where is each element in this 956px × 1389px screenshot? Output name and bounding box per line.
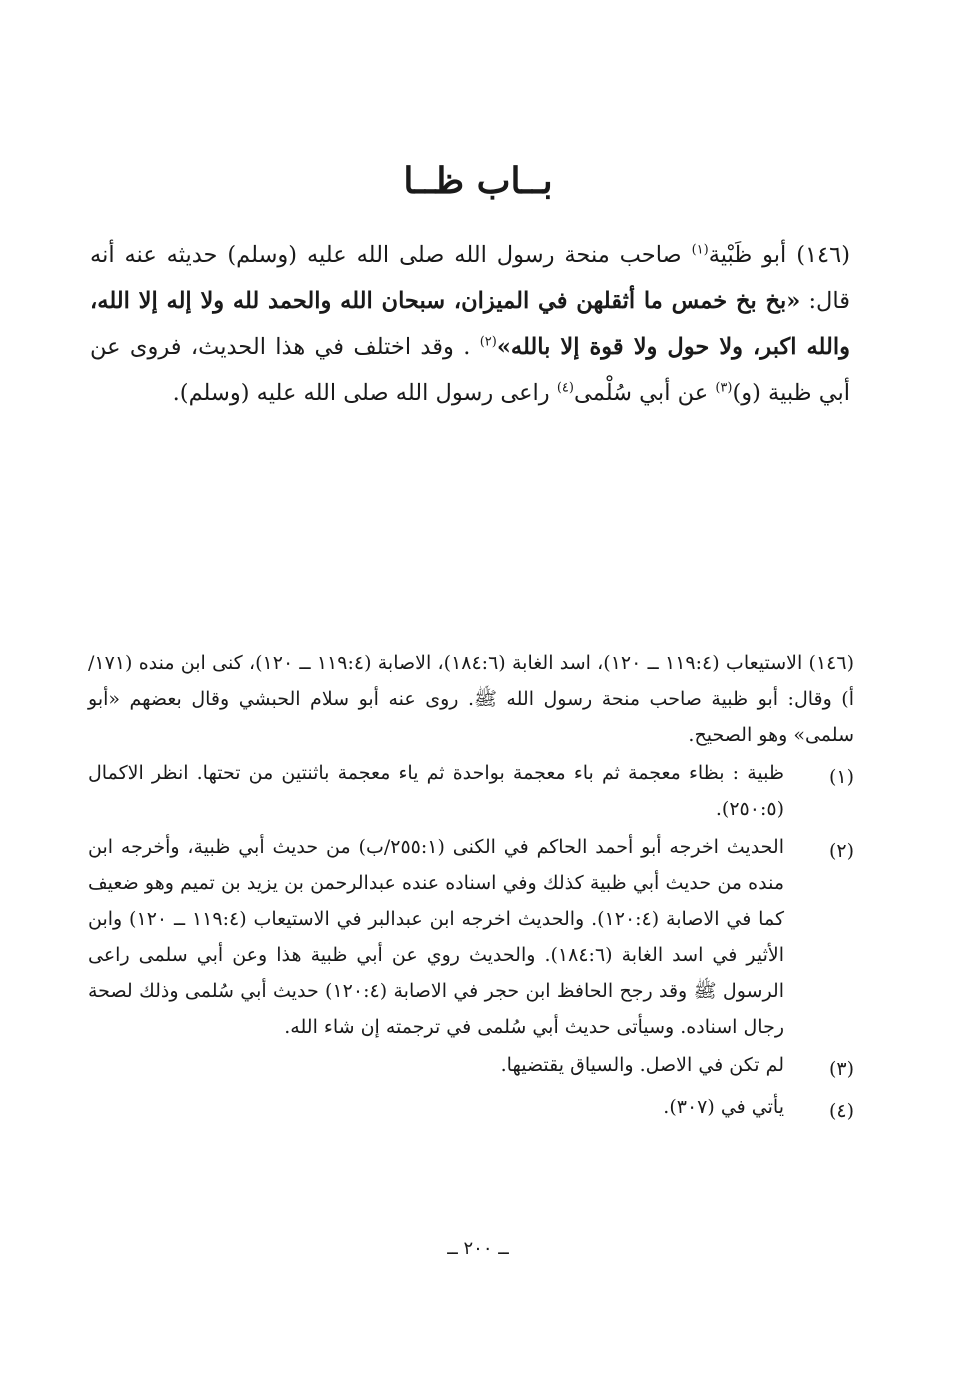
footnote-number: (٤) — [828, 1100, 854, 1122]
footnote-item — [88, 1047, 854, 1087]
main-entry — [90, 232, 850, 416]
entry-text-2: . وقد اختلف في هذا الحديث، فروى عن أبي ظبية (و) — [90, 334, 850, 406]
entry-text-1: صاحب منحة رسول الله صلى الله عليه (وسلم) حديثه عنه أنه قال: — [90, 242, 850, 314]
footnote-ref-1: (١) — [691, 242, 709, 258]
footnote-number: (١) — [828, 766, 854, 788]
footnote-item — [88, 829, 854, 1045]
footnote-text: ظبية : بظاء معجمة ثم باء معجمة بواحدة ثم ياء معجمة باثنتين من تحتها. انظر الاكمال (٢٥٠:٥). — [88, 762, 784, 820]
entry-text-3: عن أبي سُلْمى — [573, 380, 709, 406]
source-footnote: (١٤٦) الاستيعاب (١١٩:٤ ــ ١٢٠)، اسد الغابة (١٨٤:٦)، الاصابة (١١٩:٤ ــ ١٢٠)، كنى ابن منده (١٧١/أ) وقال: أبو ظبية صاحب منحة رسول الله ﷺ. روى عنه أبو سلام الحبشي وقال بعضهم «أبو سلمى» وهو الصحيح. — [88, 652, 854, 746]
footnotes-section — [88, 645, 854, 1129]
footnote-ref-4: (٤) — [556, 380, 574, 396]
page-number: ــ ٢٠٠ ــ — [447, 1238, 509, 1259]
footnote-ref-2: (٢) — [479, 334, 497, 350]
footnote-item — [88, 755, 854, 827]
footnote-item — [88, 1089, 854, 1129]
footnote-number: (٣) — [828, 1058, 854, 1080]
entry-text-4: راعى رسول الله صلى الله عليه (وسلم). — [172, 380, 550, 406]
footnote-number: (٢) — [828, 840, 854, 862]
footnote-text: الحديث اخرجه أبو أحمد الحاكم في الكنى (٢٥٥:١/ب) من حديث أبي ظبية، وأخرجه ابن منده من حديث أبي ظبية كذلك وفي اسناده عنده عبدالرحمن بن يزيد بن تميم وهو ضعيف كما في الاصابة (١٢٠:٤). والحديث اخرجه ابن عبدالبر في الاستيعاب (١١٩:٤ ــ ١٢٠) وابن الأثير في اسد الغابة (١٨٤:٦). والحديث روي عن أبي ظبية هذا وعن أبي سلمى راعى الرسول ﷺ وقد رجح الحافظ ابن حجر في الاصابة (١٢٠:٤) حديث أبي سُلمى وذلك لصحة رجال اسناده. وسيأتى حديث أبي سُلمى في ترجمته إن شاء الله. — [88, 836, 785, 1038]
footnote-text: لم تكن في الاصل. والسياق يقتضيها. — [500, 1054, 784, 1076]
chapter-heading: بــاب ظــا — [403, 160, 553, 202]
entry-intro: أبو ظَبْية — [708, 242, 787, 268]
entry-number: (١٤٦) — [796, 242, 851, 268]
hadith-quote: «بخ بخ خمس ما أثقلهن في الميزان، سبحان الله والحمد لله ولا إله إلا الله، والله اكبر، ولا حول ولا قوة إلا بالله» — [90, 288, 850, 360]
footnote-ref-3: (٣) — [715, 380, 733, 396]
footnote-text: يأتي في (٣٠٧). — [663, 1096, 784, 1118]
